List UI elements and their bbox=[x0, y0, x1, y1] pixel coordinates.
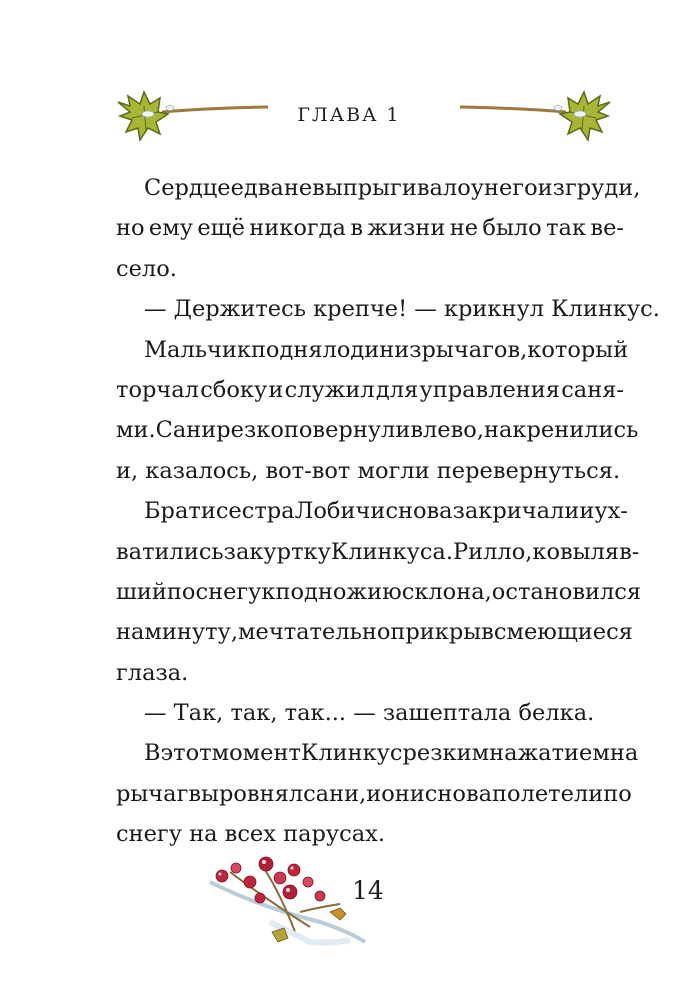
text-line: Брат и сестра Лобичи снова закричали и ух- bbox=[144, 498, 628, 525]
text-line: и, казалось, вот-вот могли перевернуться. bbox=[116, 457, 621, 484]
chapter-header bbox=[0, 88, 698, 148]
text-line: В этот момент Клинкус резким нажатием на bbox=[144, 740, 639, 767]
text-line: ший по снегу к подножию склона, остановился bbox=[116, 578, 642, 605]
text-line: рычаг выровнял сани, и они снова полетели по bbox=[116, 780, 632, 807]
text-line: глаза. bbox=[116, 659, 189, 686]
text-line: торчал сбоку и служил для управления саня- bbox=[116, 376, 624, 403]
frosted-berries-ornament bbox=[200, 852, 370, 947]
text-line: снегу на всех парусах. bbox=[116, 821, 385, 848]
leaf-branch-right-ornament bbox=[458, 88, 618, 148]
page-number: 14 bbox=[352, 876, 384, 905]
text-line: на минуту, мечтательно прикрыв смеющиеся bbox=[116, 619, 633, 646]
text-line: — Так, так, так... — зашептала белка. bbox=[144, 700, 595, 727]
text-line: — Держитесь крепче! — крикнул Клинкус. bbox=[144, 296, 660, 323]
text-line: Мальчик поднял один из рычагов, который bbox=[144, 336, 629, 363]
text-line: село. bbox=[116, 255, 177, 282]
text-line: Сердце едва не выпрыгивало у него из груди, bbox=[144, 175, 641, 201]
text-line: но ему ещё никогда в жизни не было так ве- bbox=[116, 215, 624, 242]
body-text bbox=[116, 168, 660, 855]
text-line: ватились за куртку Клинкуса. Рилло, ковыляв- bbox=[116, 538, 640, 565]
text-line: ми. Сани резко повернули влево, накренились bbox=[116, 417, 639, 444]
chapter-title: ГЛАВА 1 bbox=[297, 104, 401, 126]
